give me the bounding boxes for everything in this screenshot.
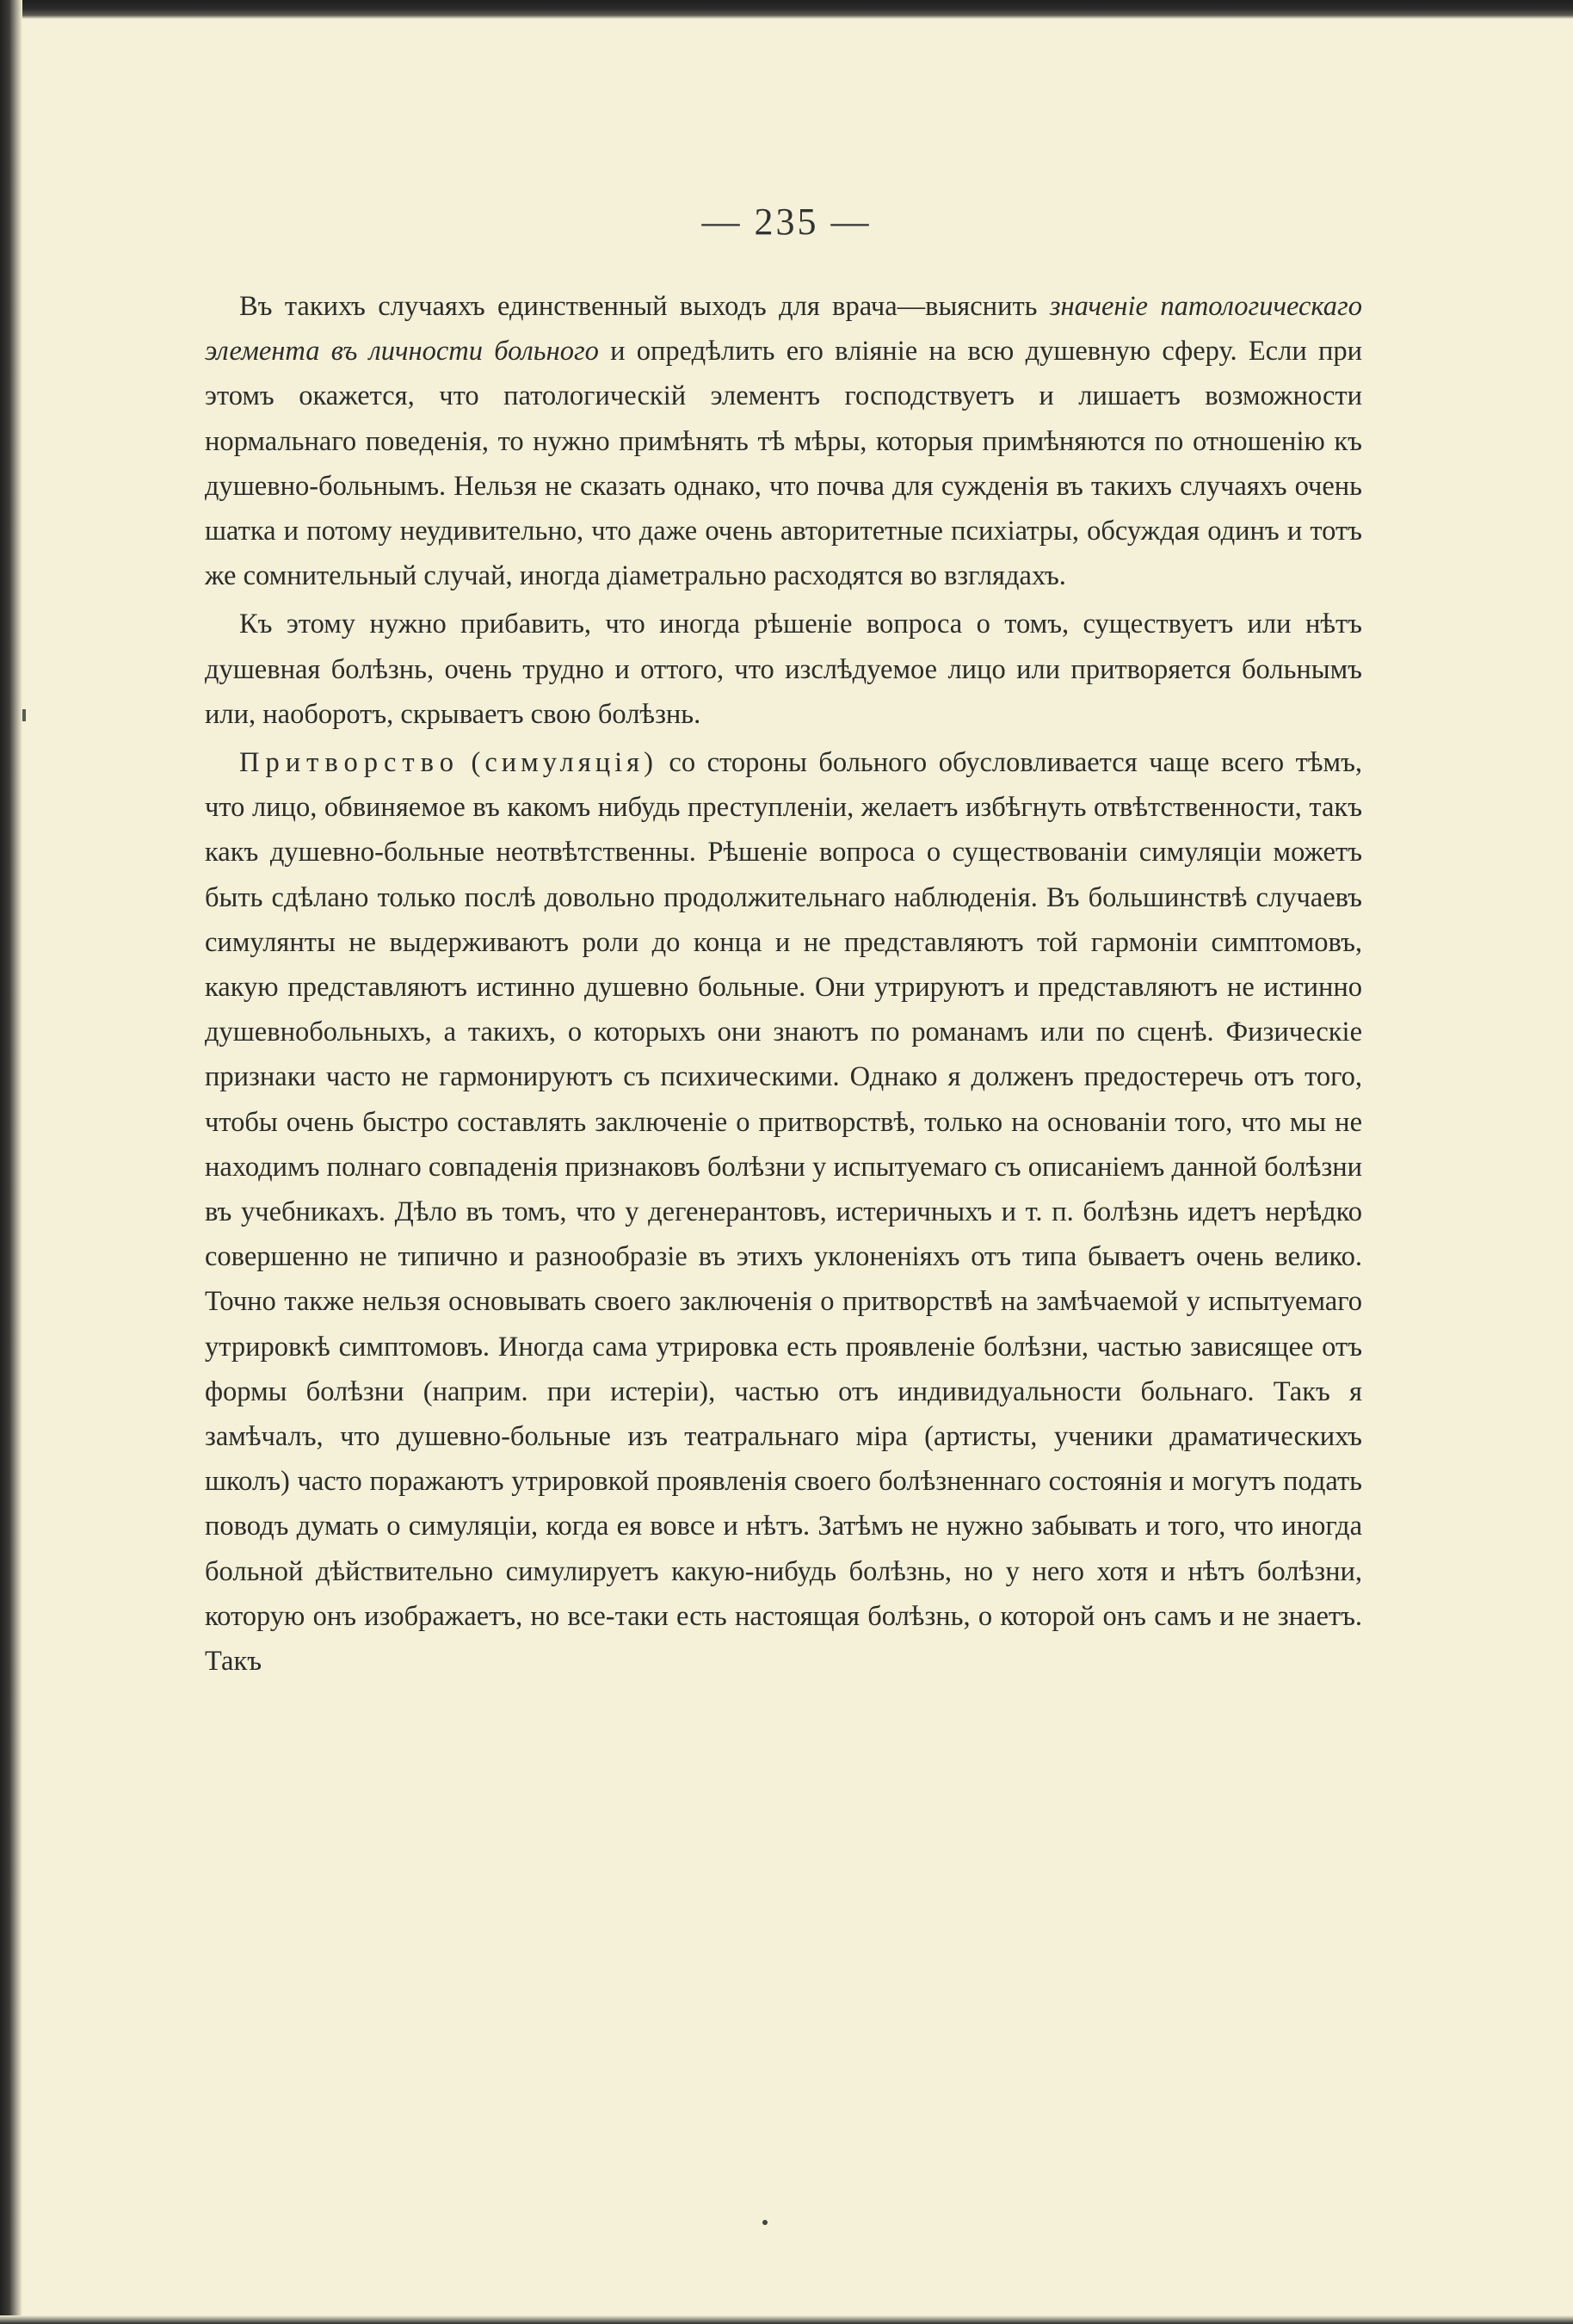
body-text	[205, 284, 1362, 1687]
paragraph-3-spaced-term-latin: (симуляція)	[471, 747, 657, 779]
scan-speck	[762, 2220, 768, 2225]
paragraph-2	[205, 602, 1362, 737]
paragraph-3-spaced-term: Притворство	[239, 747, 460, 779]
scan-left-edge	[0, 0, 22, 2324]
paragraph-3-text: со стороны больного обусловливается чаще всего тѣмъ, что лицо, обвиняемое въ какомъ нибудь преступленіи, желаетъ избѣгнуть отвѣтственности, такъ какъ душевно-больные неотвѣтственны. Рѣшеніе вопроса о существованіи симуляціи можетъ быть сдѣлано только послѣ довольно продолжительнаго наблюденія. Въ большинствѣ случаевъ симулянты не выдерживаютъ роли до конца и не представляютъ той гармоніи симптомовъ, какую представляютъ истинно душевно больные. Они утрируютъ и представляютъ не истинно душевнобольныхъ, а такихъ, о которыхъ они знаютъ по романамъ или по сценѣ. Физическіе признаки часто не гармонируютъ съ психическими. Однако я долженъ предостеречь отъ того, чтобы очень быстро составлять заключеніе о притворствѣ, только на основаніи того, что мы не находимъ полнаго совпаденія признаковъ болѣзни у испытуемаго съ описаніемъ данной болѣзни въ учебникахъ. Дѣло въ томъ, что у дегенерантовъ, истеричныхъ и т. п. болѣзнь идетъ нерѣдко совершенно не типично и разнообразіе въ этихъ уклоненіяхъ отъ типа бываетъ очень велико. Точно также нельзя основывать своего заключенія о притворствѣ на замѣчаемой у испытуемаго утрировкѣ симптомовъ. Иногда сама утрировка есть проявленіе болѣзни, частью зависящее отъ формы болѣзни (наприм. при истеріи), частью отъ индивидуальности больнаго. Такъ я замѣчалъ, что душевно-больные изъ театральнаго міра (артисты, ученики драматическихъ школъ) часто поражаютъ утрировкой проявленія своего болѣзненнаго состоянія и могутъ подать поводъ думать о симуляціи, когда ея вовсе и нѣтъ. Затѣмъ не нужно забывать и того, что иногда больной дѣйствительно симулируетъ какую-нибудь болѣзнь, но у него хотя и нѣтъ болѣзни, которую онъ изображаетъ, но все-таки есть настоящая болѣзнь, о которой онъ самъ и не знаетъ. Такъ	[205, 747, 1362, 1678]
paragraph-1-text-start: Въ такихъ случаяхъ единственный выходъ для врача—выяснить	[239, 291, 1050, 322]
scan-top-edge	[0, 0, 1573, 19]
paragraph-1-text-end: и опредѣлить его вліяніе на всю душевную сферу. Если при этомъ окажется, что патологическій элементъ господствуетъ и лишаетъ возможности нормальнаго поведенія, то нужно примѣнять тѣ мѣры, которыя примѣняются по отношенію къ душевно-больнымъ. Нельзя не сказать однако, что почва для сужденія въ такихъ случаяхъ очень шатка и потому неудивительно, что даже очень авторитетные психіатры, обсуждая одинъ и тотъ же сомнительный случай, иногда діаметрально расходятся во взглядахъ.	[205, 336, 1362, 592]
page-number: — 235 —	[701, 201, 872, 243]
paragraph-2-text: Къ этому нужно прибавить, что иногда рѣшеніе вопроса о томъ, существуетъ или нѣтъ душевная болѣзнь, очень трудно и оттого, что изслѣдуемое лицо или притворяется больнымъ или, наоборотъ, скрываетъ свою болѣзнь.	[205, 609, 1362, 730]
paragraph-3	[205, 740, 1362, 1684]
margin-mark	[22, 709, 26, 721]
paragraph-1	[205, 284, 1362, 598]
paragraph-1-italic-phrase: значеніе патологическаго элемента въ личности больного	[205, 291, 1362, 368]
scan-bottom-edge	[0, 2315, 1573, 2324]
